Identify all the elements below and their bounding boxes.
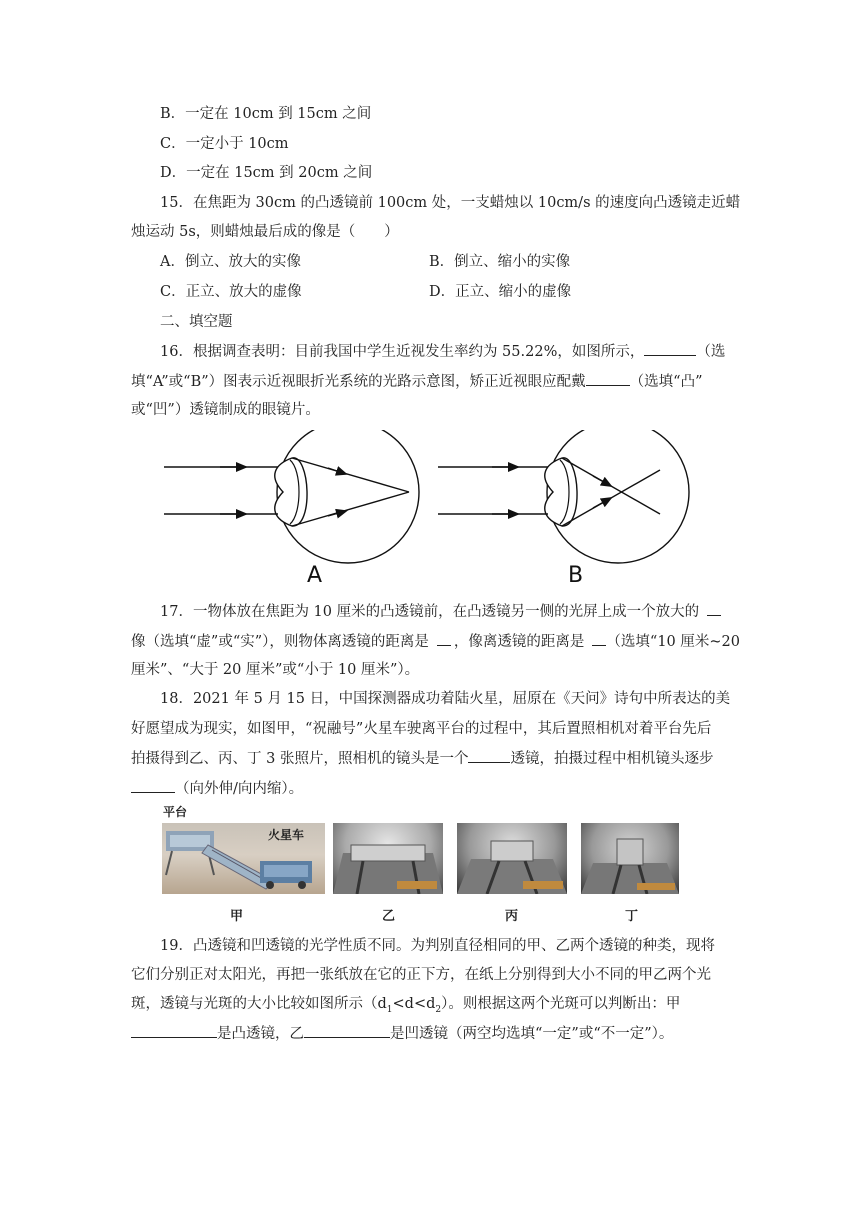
q17-text: 像（选填“虚”或“实”），则物体离透镜的距离是 [131, 634, 429, 650]
q19-text: ）。则根据这两个光斑可以判断出：甲 [441, 996, 681, 1012]
photo-caption-bing: 丙 [505, 909, 519, 924]
q16-text: （选 [696, 344, 726, 360]
q16-text: （选填“凸” [629, 374, 703, 390]
q16-line2 [131, 371, 702, 392]
q19-text: 是凹透镜（两空均选填“一定”或“不一定”）。 [390, 1026, 674, 1042]
q18-text: （向外伸/向内缩）。 [175, 781, 304, 797]
q17-text: （选填“10 厘米~20 [606, 634, 740, 650]
q16-line1 [160, 341, 725, 362]
q19-text: 斑，透镜与光斑的大小比较如图所示（d [131, 996, 387, 1012]
q17-blank-1[interactable] [707, 601, 721, 616]
eye-a-lens [275, 458, 307, 526]
eye-b-label: B [568, 563, 584, 588]
q16-text: 16．根据调查表明：目前我国中学生近视发生率约为 55.22%，如图所示， [160, 344, 645, 360]
q19-line3 [131, 994, 680, 1020]
q19-sub-2: 2 [435, 1004, 442, 1015]
eye-a-diagram [164, 430, 419, 563]
q19-line4 [131, 1023, 673, 1044]
q17-blank-2[interactable] [437, 631, 451, 646]
q19-blank-2[interactable] [304, 1023, 390, 1038]
photo-platform-label: 平台 [163, 805, 188, 819]
q17-blank-3[interactable] [592, 631, 606, 646]
q16-line3: 或“凹”）透镜制成的眼镜片。 [131, 402, 320, 418]
q18-blank-1[interactable] [468, 748, 510, 763]
q17-line1 [160, 601, 721, 622]
q18-line1: 18．2021 年 5 月 15 日，中国探测器成功着陆火星，屈原在《天问》诗句中所表达的美 [160, 691, 731, 707]
q18-text: 拍摄得到乙、丙、丁 3 张照片，照相机的镜头是一个 [131, 751, 469, 767]
q17-line3: 厘米”、“大于 20 厘米”或“小于 10 厘米”）。 [131, 662, 420, 678]
q18-text: 透镜，拍摄过程中相机镜头逐步 [510, 751, 714, 767]
q19-text: <d<d [392, 996, 436, 1012]
photo-caption-yi: 乙 [382, 909, 396, 924]
q19-line2: 它们分别正对太阳光，再把一张纸放在它的正下方，在纸上分别得到大小不同的甲乙两个光 [131, 967, 711, 983]
eye-diagram [160, 430, 700, 600]
q15-option-a: A．倒立、放大的实像 [160, 254, 301, 270]
q17-text: 17．一物体放在焦距为 10 厘米的凸透镜前，在凸透镜另一侧的光屏上成一个放大的 [160, 604, 700, 620]
q14-option-b: B．一定在 10cm 到 15cm 之间 [160, 106, 372, 122]
q15-stem-line1: 15．在焦距为 30cm 的凸透镜前 100cm 处，一支蜡烛以 10cm/s 的速度向凸透镜走近蜡 [160, 195, 741, 211]
q16-blank-2[interactable] [586, 371, 630, 386]
q18-blank-2[interactable] [131, 778, 175, 793]
q15-option-d: D．正立、缩小的虚像 [429, 284, 572, 300]
q19-text: 是凸透镜，乙 [217, 1026, 304, 1042]
photo-yi [333, 823, 443, 894]
q14-option-d: D．一定在 15cm 到 20cm 之间 [160, 165, 373, 181]
q15-option-b: B．倒立、缩小的实像 [429, 254, 571, 270]
q16-text: 填“A”或“B”）图表示近视眼折光系统的光路示意图，矫正近视眼应配戴 [131, 374, 586, 390]
q18-line2: 好愿望成为现实，如图甲，“祝融号”火星车驶离平台的过程中，其后置照相机对着平台先后 [131, 721, 712, 737]
q17-line2 [131, 631, 740, 652]
q19-blank-1[interactable] [131, 1023, 217, 1038]
q19-sub-1: 1 [386, 1004, 393, 1015]
eye-b-diagram [438, 430, 689, 563]
section-heading: 二、填空题 [160, 314, 233, 330]
q15-stem-line2: 烛运动 5s，则蜡烛最后成的像是（ ） [131, 224, 399, 240]
q17-text: ，像离透镜的距离是 [453, 634, 585, 650]
photo-ding [581, 823, 679, 894]
q18-line3 [131, 748, 713, 769]
photo-caption-ding: 丁 [625, 909, 639, 924]
photo-bing [457, 823, 567, 894]
photo-caption-jia: 甲 [230, 909, 244, 924]
photo-rover-label: 火星车 [268, 828, 305, 842]
q18-line4 [131, 778, 303, 799]
eye-a-label: A [307, 563, 323, 588]
q19-line1: 19．凸透镜和凹透镜的光学性质不同。为判别直径相同的甲、乙两个透镜的种类，现将 [160, 938, 715, 954]
eye-b-lens [545, 458, 577, 526]
q14-option-c: C．一定小于 10cm [160, 136, 289, 152]
q15-option-c: C．正立、放大的虚像 [160, 284, 302, 300]
q16-blank-1[interactable] [644, 341, 696, 356]
